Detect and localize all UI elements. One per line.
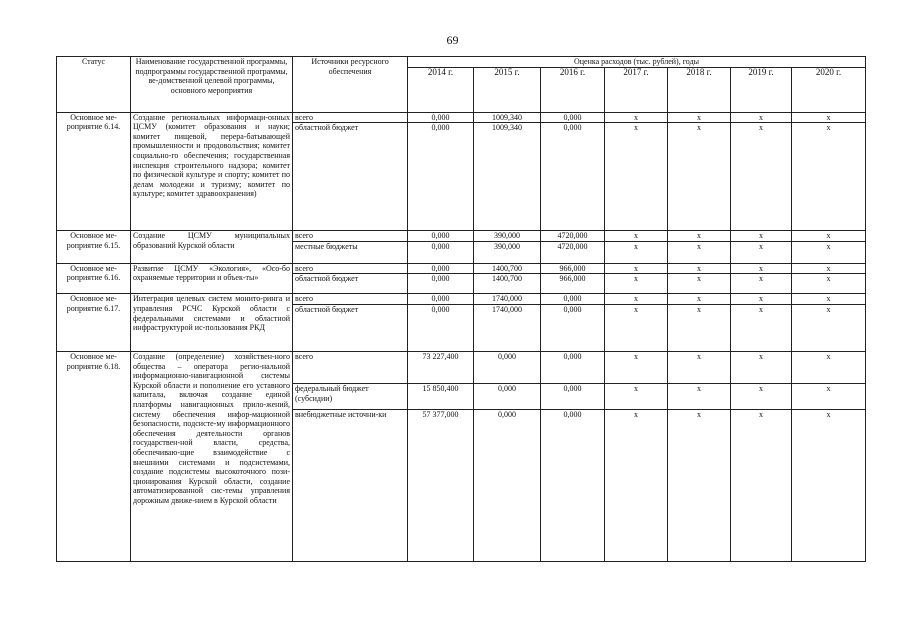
- value-cell: x: [731, 241, 792, 263]
- value-cell: x: [792, 294, 866, 305]
- value-cell: x: [605, 383, 668, 409]
- header-year: 2018 г.: [668, 67, 731, 112]
- value-cell: 73 227,400: [408, 351, 474, 383]
- budget-table: [56, 56, 866, 562]
- value-cell: 0,000: [474, 383, 541, 409]
- table-header: [57, 57, 866, 113]
- value-cell: 4720,000: [541, 231, 605, 242]
- value-cell: x: [668, 274, 731, 294]
- header-source: Источники ресурсного обеспечения: [293, 57, 408, 113]
- value-cell: 0,000: [541, 123, 605, 231]
- value-cell: x: [668, 409, 731, 561]
- value-cell: x: [605, 123, 668, 231]
- value-cell: x: [668, 294, 731, 305]
- table-row: [57, 263, 866, 274]
- header-year: 2016 г.: [541, 67, 605, 112]
- value-cell: 0,000: [541, 409, 605, 561]
- table-body: [57, 112, 866, 561]
- value-cell: x: [731, 409, 792, 561]
- name-cell: Развитие ЦСМУ «Экология», «Осо-бо охраняемые территории и объек-ты»: [131, 263, 293, 294]
- value-cell: x: [668, 123, 731, 231]
- status-cell: Основное ме-роприятие 6.15.: [57, 231, 131, 264]
- source-cell: всего: [293, 351, 408, 383]
- header-year: 2015 г.: [474, 67, 541, 112]
- value-cell: x: [792, 274, 866, 294]
- value-cell: x: [605, 304, 668, 351]
- value-cell: x: [668, 351, 731, 383]
- value-cell: x: [605, 294, 668, 305]
- value-cell: x: [731, 294, 792, 305]
- name-cell: Создание (определение) хозяйствен-ного общества – оператора регио-нальной информационно-навигационной системы Курской области и пополнение его уставного капитала, включая создание единой платформы навигационных прило-жений, систему обеспечения инфор-мационной безопасности, подсисте-му информационного обеспечения деятельности органов государствен-ной власти, средства, обеспечиваю-щие взаимодействие с внешними системами и подсистемами, создание подсистемы высокоточного пози-ционирования Курской области, создание автоматизированной сис-темы управления дорожным движе-нием в Курской области: [131, 351, 293, 561]
- value-cell: x: [731, 112, 792, 123]
- value-cell: x: [668, 112, 731, 123]
- value-cell: 0,000: [541, 294, 605, 305]
- value-cell: x: [792, 231, 866, 242]
- status-cell: Основное ме-роприятие 6.16.: [57, 263, 131, 294]
- source-cell: всего: [293, 294, 408, 305]
- source-cell: областной бюджет: [293, 274, 408, 294]
- value-cell: 1740,000: [474, 304, 541, 351]
- value-cell: 966,000: [541, 274, 605, 294]
- value-cell: x: [668, 231, 731, 242]
- value-cell: 0,000: [408, 112, 474, 123]
- value-cell: x: [668, 241, 731, 263]
- value-cell: x: [731, 304, 792, 351]
- table-row: [57, 294, 866, 305]
- value-cell: x: [731, 274, 792, 294]
- header-year: 2019 г.: [731, 67, 792, 112]
- source-cell: областной бюджет: [293, 304, 408, 351]
- value-cell: 0,000: [408, 231, 474, 242]
- value-cell: x: [792, 304, 866, 351]
- value-cell: x: [605, 263, 668, 274]
- value-cell: 0,000: [474, 409, 541, 561]
- value-cell: x: [792, 241, 866, 263]
- header-estimate: Оценка расходов (тыс. рублей), годы: [408, 57, 866, 68]
- value-cell: 1400,700: [474, 274, 541, 294]
- name-cell: Создание региональных информаци-онных ЦСМУ (комитет образования и науки; комитет пищевой, перера-батывающей промышленности и продовольствия; комитет социально-го обеспечения; государственная инспекция строительного надзора; комитет по физической культуре и спорту; комитет по делам молодежи и туризму; комитет по культуре; комитет здравоохранения): [131, 112, 293, 231]
- value-cell: x: [668, 383, 731, 409]
- value-cell: 0,000: [408, 241, 474, 263]
- value-cell: x: [605, 231, 668, 242]
- value-cell: x: [731, 123, 792, 231]
- value-cell: x: [731, 383, 792, 409]
- header-year: 2020 г.: [792, 67, 866, 112]
- value-cell: x: [605, 409, 668, 561]
- source-cell: местные бюджеты: [293, 241, 408, 263]
- value-cell: 966,000: [541, 263, 605, 274]
- status-cell: Основное ме-роприятие 6.14.: [57, 112, 131, 231]
- source-cell: всего: [293, 112, 408, 123]
- value-cell: 15 850,400: [408, 383, 474, 409]
- table-row: [57, 112, 866, 123]
- source-cell: внебюджетные источни-ки: [293, 409, 408, 561]
- value-cell: 0,000: [408, 294, 474, 305]
- status-cell: Основное ме-роприятие 6.18.: [57, 351, 131, 561]
- table-row: [57, 231, 866, 242]
- value-cell: 1009,340: [474, 112, 541, 123]
- value-cell: 0,000: [408, 274, 474, 294]
- table-row: [57, 351, 866, 383]
- name-cell: Интеграция целевых систем монито-ринга и управления РСЧС Курской области с федеральными системами и областной инфраструктурой ис-пользования РКД: [131, 294, 293, 352]
- value-cell: 1009,340: [474, 123, 541, 231]
- source-cell: всего: [293, 263, 408, 274]
- source-cell: всего: [293, 231, 408, 242]
- value-cell: x: [668, 263, 731, 274]
- value-cell: x: [792, 112, 866, 123]
- value-cell: 57 377,000: [408, 409, 474, 561]
- value-cell: 0,000: [408, 304, 474, 351]
- value-cell: x: [605, 351, 668, 383]
- header-year: 2017 г.: [605, 67, 668, 112]
- header-name: Наименование государственной программы, подпрограммы государственной программы, ве-домственной целевой программы, основного мероприятия: [131, 57, 293, 113]
- value-cell: 0,000: [541, 304, 605, 351]
- value-cell: 0,000: [541, 383, 605, 409]
- value-cell: x: [731, 263, 792, 274]
- source-cell: областной бюджет: [293, 123, 408, 231]
- value-cell: 0,000: [408, 263, 474, 274]
- value-cell: x: [605, 274, 668, 294]
- value-cell: 0,000: [541, 351, 605, 383]
- value-cell: x: [792, 263, 866, 274]
- value-cell: 1740,000: [474, 294, 541, 305]
- page-number: 69: [446, 33, 459, 47]
- header-status: Статус: [57, 57, 131, 113]
- header-year: 2014 г.: [408, 67, 474, 112]
- value-cell: x: [792, 409, 866, 561]
- value-cell: x: [731, 351, 792, 383]
- name-cell: Создание ЦСМУ муниципальных образований Курской области: [131, 231, 293, 264]
- value-cell: x: [731, 231, 792, 242]
- value-cell: x: [792, 383, 866, 409]
- value-cell: x: [792, 123, 866, 231]
- value-cell: 0,000: [474, 351, 541, 383]
- value-cell: x: [605, 241, 668, 263]
- value-cell: x: [668, 304, 731, 351]
- value-cell: 390,000: [474, 241, 541, 263]
- value-cell: 0,000: [541, 112, 605, 123]
- value-cell: x: [605, 112, 668, 123]
- status-cell: Основное ме-роприятие 6.17.: [57, 294, 131, 352]
- source-cell: федеральный бюджет (субсидии): [293, 383, 408, 409]
- value-cell: 0,000: [408, 123, 474, 231]
- value-cell: 4720,000: [541, 241, 605, 263]
- value-cell: 1400,700: [474, 263, 541, 274]
- value-cell: x: [792, 351, 866, 383]
- value-cell: 390,000: [474, 231, 541, 242]
